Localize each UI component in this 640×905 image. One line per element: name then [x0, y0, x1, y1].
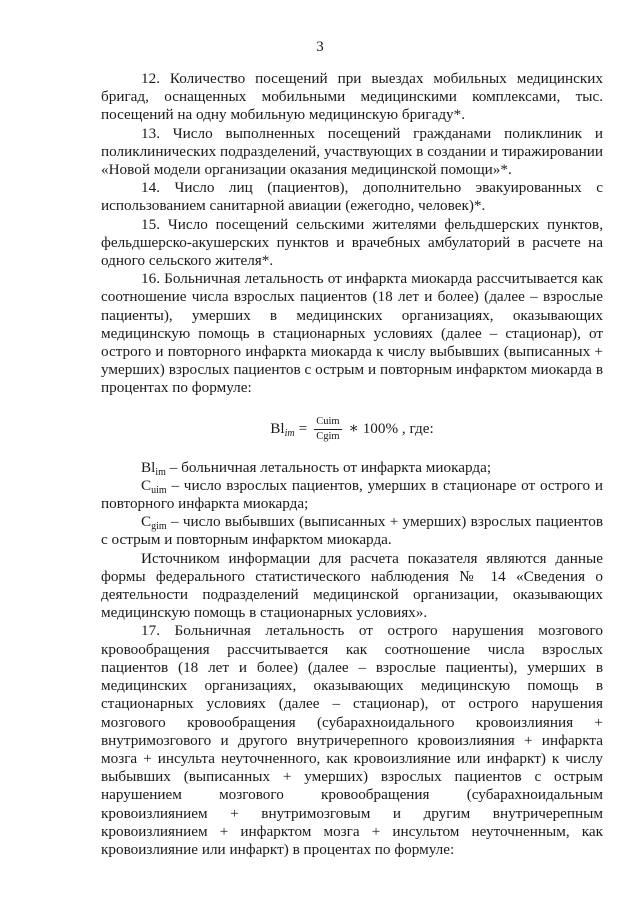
formula-lhs-base: Bl [270, 420, 285, 438]
definition-text: – число взрослых пациентов, умерших в стационаре от острого и повторного инфаркта миокарда; [101, 476, 603, 513]
definition-cuim [101, 477, 603, 513]
formula-lhs-sub: im [284, 428, 295, 440]
item-12: 12. Количество посещений при выездах мобильных медицинских бригад, оснащенных мобильными медицинскими комплексами, тыс. посещений на одну мобильную медицинскую бригаду*. [101, 70, 603, 124]
formula-denominator: Cgim [316, 430, 340, 442]
item-15: 15. Число посещений сельскими жителями фельдшерских пунктов, фельдшерско-акушерских пунктов и врачебных амбулаторий в расчете на одного сельского жителя*. [101, 215, 603, 270]
definition-text: – больничная летальность от инфаркта миокарда; [165, 458, 492, 476]
source-paragraph: Источником информации для расчета показателя являются данные формы федерального статистического наблюдения № 14 «Сведения о деятельности подразделений медицинской организации, оказывающих медицинскую помощь в стационарных условиях». [101, 549, 603, 622]
definition-subscript: im [155, 466, 166, 478]
definition-blim [101, 459, 603, 477]
formula-fraction [314, 416, 341, 443]
definition-symbol: C [141, 476, 152, 494]
definition-symbol: C [141, 513, 152, 531]
definition-subscript: uim [151, 484, 167, 496]
definition-text: – число выбывших (выписанных + умерших) взрослых пациентов с острым и повторным инфарктом миокарда. [101, 513, 603, 549]
formula-numerator: Cuim [314, 416, 341, 430]
definition-symbol: Bl [141, 458, 156, 476]
definition-cgim [101, 513, 603, 549]
item-13: 13. Число выполненных посещений гражданами поликлиник и поликлинических подразделений, участвующих в создании и тиражировании «Новой модели организации оказания медицинской помощи»*. [101, 124, 603, 179]
formula-lhs [270, 420, 294, 438]
formula-equals: = [298, 420, 308, 438]
document-body [101, 70, 603, 859]
item-14: 14. Число лиц (пациентов), дополнительно эвакуированных с использованием санитарной авиации (ежегодно, человек)*. [101, 179, 603, 215]
item-17: 17. Больничная летальность от острого нарушения мозгового кровообращения рассчитывается как соотношение числа взрослых пациентов (18 лет и более) (далее – взрослые пациенты), умерших в медицинских организациях, оказывающих медицинскую помощь в стационарных условиях (далее – стационар), от острого нарушения мозгового кровообращения (субарахноидального кровоизлияния + внутримозгового и другого внутричерепного кровоизлияния + инфаркта мозга + инсульта неуточненного, как кровоизлияние или инфаркт) к числу выбывших (выписанных + умерших) взрослых пациентов с острым нарушением мозгового кровообращения (субарахноидальным кровоизлиянием + внутримозговым и другим внутричерепным кровоизлиянием + инфарктом мозга + инсультом неуточненным, как кровоизлияние или инфаркт) в процентах по формуле: [101, 622, 603, 858]
item-16: 16. Больничная летальность от инфаркта миокарда рассчитывается как соотношение числа взрослых пациентов (18 лет и более) (далее – взрослые пациенты), умерших в медицинских организациях, оказывающих медицинскую помощь в стационарных условиях (далее – стационар), от острого и повторного инфаркта миокарда к числу выбывших (выписанных + умерших) взрослых пациентов с острым и повторным инфарктом миокарда в процентах по формуле: [101, 270, 603, 397]
definition-subscript: gim [151, 521, 167, 533]
formula-tail: ∗ 100% , где: [348, 420, 434, 438]
formula [101, 416, 603, 443]
page-number: 3 [316, 39, 324, 55]
